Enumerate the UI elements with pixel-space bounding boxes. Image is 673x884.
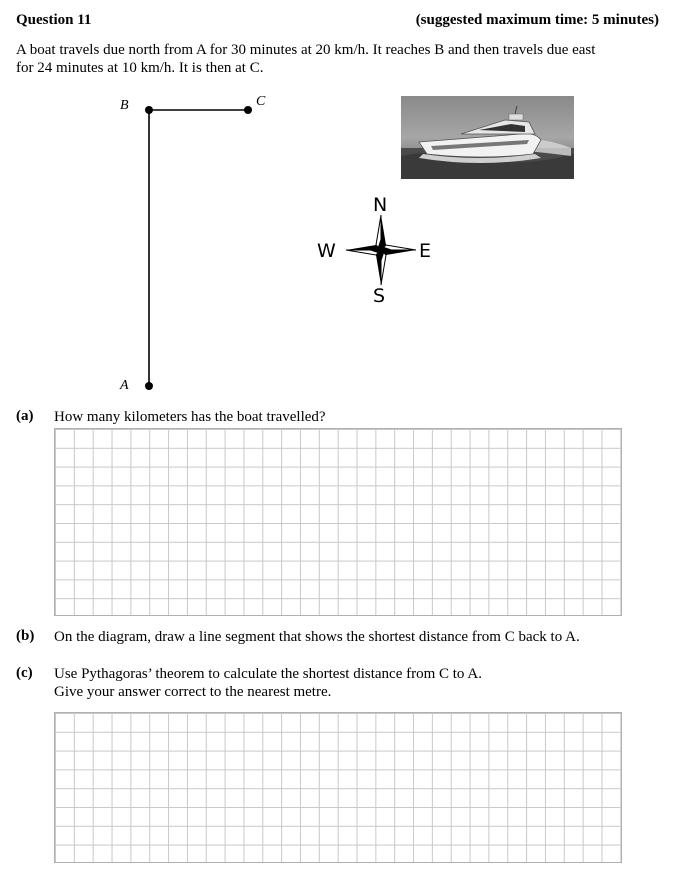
compass-west-label: W [317, 240, 336, 262]
point-c-label: C [256, 94, 266, 109]
boat-photo [401, 96, 574, 179]
point-a-label: A [120, 378, 129, 393]
part-b-text: On the diagram, draw a line segment that shows the shortest distance from C back to A. [54, 629, 580, 645]
compass-north-label: N [373, 194, 388, 216]
part-b-letter: (b) [16, 628, 35, 644]
point-b-dot [145, 106, 153, 114]
part-c-letter: (c) [16, 665, 33, 681]
time-note: (suggested maximum time: 5 minutes) [415, 12, 659, 28]
answer-grid-a[interactable] [54, 428, 622, 616]
intro-line-2: for 24 minutes at 10 km/h. It is then at C. [16, 60, 264, 76]
answer-grid-c[interactable] [54, 712, 622, 863]
question-title: Question 11 [16, 12, 92, 28]
part-a-text: How many kilometers has the boat travelled? [54, 409, 326, 425]
compass-east-label: E [419, 240, 432, 262]
point-a-dot [145, 382, 153, 390]
part-a-letter: (a) [16, 408, 34, 424]
part-c-text: Use Pythagoras’ theorem to calculate the shortest distance from C to A. [54, 666, 482, 682]
part-c-text-2: Give your answer correct to the nearest metre. [54, 684, 332, 700]
intro-line-1: A boat travels due north from A for 30 minutes at 20 km/h. It reaches B and then travels due east [16, 42, 596, 58]
point-c-dot [244, 106, 252, 114]
compass-south-label: S [373, 285, 386, 307]
point-b-label: B [120, 98, 129, 113]
